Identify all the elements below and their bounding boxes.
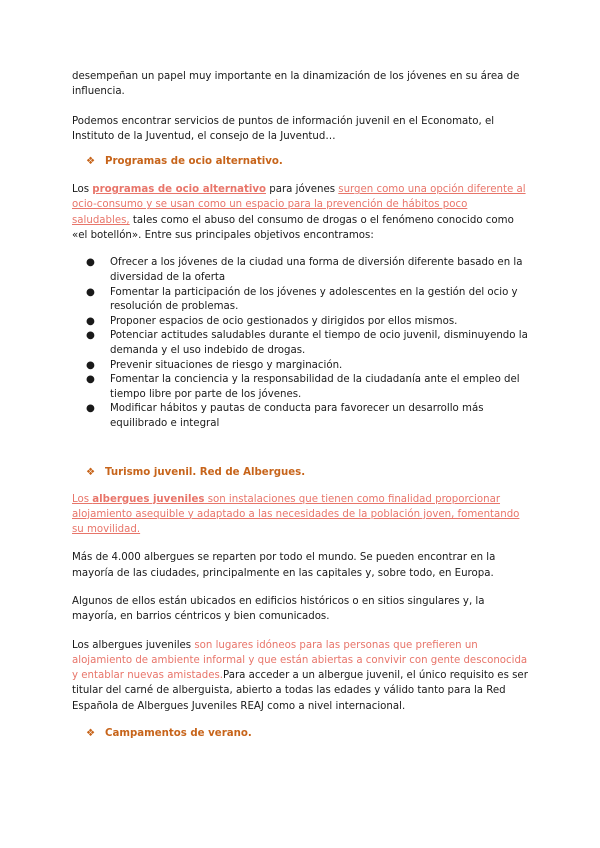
list-item-text: Modificar hábitos y pautas de conducta para favorecer un desarrollo más equilibrado e integral [110, 403, 484, 429]
text-fragment: Para acceder a un albergue juvenil, el único requisito es ser titular del carné de alberguista, abierto a todas las edades y válido tanto para la Red Española de Albergues Juveniles REAJ como a nivel internacional. [72, 670, 528, 712]
list-item [72, 256, 528, 285]
diamond-bullet-icon: ❖ [86, 156, 96, 168]
link-opcion-diferente[interactable]: surgen como una opción diferente al ocio-consumo y se usan como un espacio para la prevención de hábitos poco saludables, [72, 184, 526, 226]
link-albergues-juveniles[interactable]: albergues juveniles [92, 493, 205, 505]
objectives-list [72, 256, 528, 431]
list-item [72, 359, 528, 374]
paragraph-lugares-idoneos [72, 638, 528, 714]
paragraph-programas-ocio [72, 182, 528, 243]
text-fragment: Los albergues juveniles [72, 639, 195, 651]
heading-text: Turismo juvenil. Red de Albergues. [105, 466, 306, 478]
list-item [72, 329, 528, 358]
heading-campamentos-verano [72, 726, 528, 741]
paragraph-albergues-juveniles [72, 492, 528, 538]
diamond-bullet-icon: ❖ [86, 728, 96, 740]
list-item [72, 286, 528, 315]
document-page [72, 69, 528, 741]
paragraph-influencia: desempeñan un papel muy importante en la dinamización de los jóvenes en su área de influencia. [72, 71, 520, 98]
heading-text: Campamentos de verano. [105, 728, 252, 740]
heading-text: Programas de ocio alternativo. [105, 156, 283, 168]
link-albergues-definicion[interactable]: son instalaciones que tienen como finalidad proporcionar alojamiento asequible y adaptado a las necesidades de la población joven, fomentando su movilidad. [72, 493, 520, 536]
list-item-text: Ofrecer a los jóvenes de la ciudad una forma de diversión diferente basado en la diversidad de la oferta [110, 257, 523, 283]
bullet-icon: ● [86, 374, 95, 386]
bullet-icon: ● [86, 315, 95, 327]
list-item [72, 402, 528, 431]
list-item-text: Fomentar la conciencia y la responsabilidad de la ciudadanía ante el empleo del tiempo libre por parte de los jóvenes. [110, 374, 520, 400]
bullet-icon: ● [86, 403, 95, 415]
text-fragment: para jóvenes [266, 184, 339, 196]
text-fragment: Los [72, 184, 93, 196]
bullet-icon: ● [86, 359, 95, 371]
paragraph-puntos-informacion: Podemos encontrar servicios de puntos de información juvenil en el Economato, el Instituto de la Juventud, el consejo de la Juventud… [72, 115, 495, 142]
heading-programas-ocio [72, 154, 528, 169]
list-item [72, 315, 528, 330]
paragraph-edificios-historicos: Algunos de ellos están ubicados en edificios históricos o en sitios singulares y, la mayoría, en barrios céntricos y bien comunicados. [72, 595, 485, 623]
list-item [72, 373, 528, 402]
list-item-text: Proponer espacios de ocio gestionados y dirigidos por ellos mismos. [110, 315, 458, 327]
diamond-bullet-icon: ❖ [86, 466, 96, 478]
list-item-text: Potenciar actitudes saludables durante el tiempo de ocio juvenil, disminuyendo la demanda y el uso indebido de drogas. [110, 330, 528, 356]
heading-turismo-juvenil [72, 465, 528, 480]
list-item-text: Fomentar la participación de los jóvenes y adolescentes en la gestión del ocio y resolución de problemas. [110, 286, 518, 313]
link-programas-ocio[interactable]: programas de ocio alternativo [92, 184, 267, 196]
bullet-icon: ● [86, 257, 95, 269]
link-albergues-pre[interactable]: Los [72, 493, 93, 505]
highlight-lugares-idoneos: son lugares idóneos para las personas que prefieren un alojamiento de ambiente informal y que están abiertas a convivir con gente desconocida y entablar nuevas amistades. [72, 639, 528, 682]
list-item-text: Prevenir situaciones de riesgo y marginación. [110, 359, 343, 371]
bullet-icon: ● [86, 286, 95, 298]
bullet-icon: ● [86, 330, 95, 342]
text-fragment: tales como el abuso del consumo de drogas o el fenómeno conocido como «el botellón». Entre sus principales objetivos encontramos: [72, 214, 514, 242]
paragraph-mas-de-4000: Más de 4.000 albergues se reparten por todo el mundo. Se pueden encontrar en la mayoría de las ciudades, principalmente en las capitales y, sobre todo, en Europa. [72, 552, 496, 579]
